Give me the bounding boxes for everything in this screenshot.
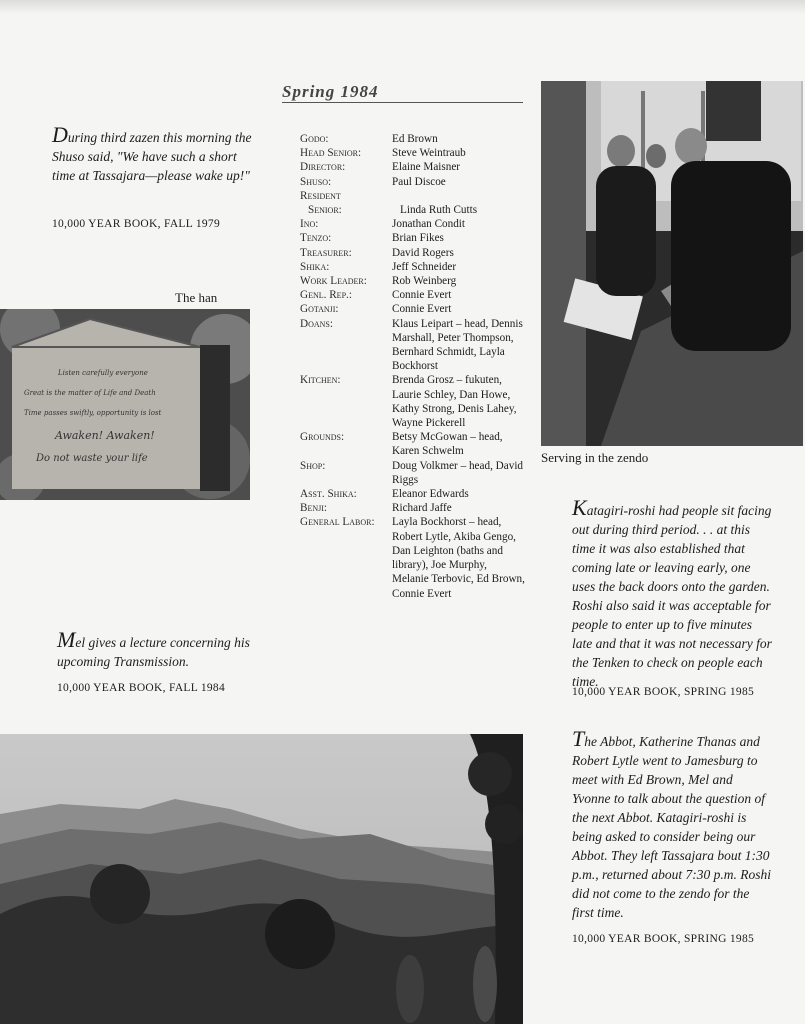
quote-mel	[57, 627, 292, 671]
roster-names: Klaus Leipart – head, Dennis Marshall, Peter Thompson, Bernhard Schmidt, Layla Bockhorst	[392, 317, 523, 373]
han-line-3: Time passes swiftly, opportunity is lost	[24, 409, 162, 417]
photo-caption-zendo: Serving in the zendo	[541, 450, 649, 465]
roster-row	[300, 146, 525, 160]
roster-names	[392, 189, 525, 203]
roster-names: David Rogers	[392, 246, 454, 259]
roster-names: Layla Bockhorst – head, Robert Lytle, Akiba Gengo, Dan Leighton (baths and library), Joe Murphy, Melanie Terbovic, Ed Brown, Connie Evert	[392, 516, 525, 600]
section-title: Spring 1984	[282, 82, 379, 101]
roster-names: Connie Evert	[392, 303, 452, 316]
roster-names: Betsy McGowan – head, Karen Schwelm	[392, 431, 503, 458]
staff-roster	[300, 132, 525, 601]
roster-names: Steve Weintraub	[392, 147, 466, 160]
han-line-5: Do not waste your life	[36, 453, 148, 464]
roster-role: Work Leader:	[300, 275, 367, 288]
roster-names: Richard Jaffe	[392, 502, 452, 515]
roster-row	[300, 430, 525, 458]
roster-row	[300, 487, 525, 501]
roster-role: Doans:	[300, 317, 333, 330]
roster-role: Director:	[300, 161, 346, 174]
roster-row	[300, 217, 525, 231]
roster-role: Genl. Rep.:	[300, 289, 352, 302]
han-line-2: Great is the matter of Life and Death	[24, 389, 156, 397]
roster-role: Kitchen:	[300, 374, 341, 387]
roster-role: Senior:	[308, 204, 342, 217]
roster-role: Head Senior:	[300, 147, 362, 160]
roster-row	[300, 132, 525, 146]
roster-role: Shuso:	[300, 175, 332, 188]
roster-row	[300, 160, 525, 174]
roster-role: Ino:	[300, 218, 319, 231]
roster-row	[300, 459, 525, 487]
quote-text: atagiri-roshi had people sit facing out during third period. . . at this time it was also established that coming late or leaving early, one uses the back doors onto the garden. Roshi also said it was acceptable for people to enter up to five minutes late and that it was not necessary for the Tenken to check on people each time.	[572, 503, 772, 689]
quote-text: el gives a lecture concerning his upcoming Transmission.	[57, 635, 250, 669]
mountain-photo	[0, 734, 523, 1024]
roster-role: Tenzo:	[300, 232, 332, 245]
quote-source: 10,000 YEAR BOOK, SPRING 1985	[572, 933, 755, 945]
roster-names: Jeff Schneider	[392, 260, 457, 273]
roster-role: Shop:	[300, 459, 326, 472]
roster-names: Ed Brown	[392, 133, 438, 145]
quote-abbot	[572, 726, 772, 922]
roster-names: Brian Fikes	[392, 232, 444, 245]
roster-row	[300, 501, 525, 515]
roster-role: Asst. Shika:	[300, 488, 357, 501]
roster-row	[300, 260, 525, 274]
roster-role: Gotanji:	[300, 303, 339, 316]
roster-names: Brenda Grosz – fukuten, Laurie Schley, Dan Howe, Kathy Strong, Denis Lahey, Wayne Pickerell	[392, 374, 517, 430]
drop-cap: K	[572, 495, 587, 520]
zendo-photo	[541, 81, 803, 446]
roster-names: Eleanor Edwards	[392, 488, 469, 501]
roster-row	[300, 317, 525, 374]
quote-source: 10,000 YEAR BOOK, FALL 1979	[52, 218, 221, 230]
han-line-1: Listen carefully everyone	[58, 369, 148, 377]
section-header	[282, 82, 523, 103]
roster-role: General Labor:	[300, 516, 375, 529]
roster-role: Shika:	[300, 260, 330, 273]
roster-names: Linda Ruth Cutts	[400, 204, 478, 217]
quote-text: he Abbot, Katherine Thanas and Robert Lytle went to Jamesburg to meet with Ed Brown, Mel and Yvonne to talk about the question of the next Abbot. Katagiri-roshi is being asked to consider being our Abbot. They left Tassajara bout 1:30 p.m., returned about 7:30 p.m. Roshi did not come to the zendo for the first time.	[572, 734, 771, 920]
quote-source: 10,000 YEAR BOOK, FALL 1984	[57, 682, 226, 694]
roster-row	[300, 175, 525, 189]
roster-row	[300, 231, 525, 245]
quote-shuso	[52, 122, 257, 185]
roster-row	[300, 302, 525, 316]
quote-katagiri	[572, 495, 772, 691]
quote-source: 10,000 YEAR BOOK, SPRING 1985	[572, 686, 755, 698]
roster-names: Paul Discoe	[392, 175, 446, 188]
roster-role: Godo:	[300, 133, 329, 145]
drop-cap: T	[572, 726, 585, 751]
roster-row	[300, 246, 525, 260]
roster-row	[300, 203, 525, 217]
han-photo	[0, 309, 250, 500]
roster-role: Resident	[300, 189, 341, 202]
roster-row	[300, 515, 525, 600]
roster-row	[300, 373, 525, 430]
roster-names: Elaine Maisner	[392, 161, 461, 174]
roster-row	[300, 189, 525, 203]
roster-names: Jonathan Condit	[392, 218, 466, 231]
roster-role: Treasurer:	[300, 246, 352, 259]
roster-row	[300, 274, 525, 288]
roster-names: Doug Volkmer – head, David Riggs	[392, 459, 524, 486]
roster-role: Benji:	[300, 502, 328, 515]
drop-cap: M	[57, 627, 76, 652]
roster-role: Grounds:	[300, 431, 345, 444]
quote-text: uring third zazen this morning the Shuso said, "We have such a short time at Tassajara—please wake up!"	[52, 130, 252, 183]
photo-caption-han: The han	[175, 290, 218, 305]
roster-row	[300, 288, 525, 302]
page-edge-shadow	[0, 0, 805, 14]
han-line-4: Awaken! Awaken!	[55, 429, 155, 442]
roster-names: Connie Evert	[392, 289, 452, 302]
drop-cap: D	[52, 122, 68, 147]
roster-names: Rob Weinberg	[392, 275, 457, 288]
